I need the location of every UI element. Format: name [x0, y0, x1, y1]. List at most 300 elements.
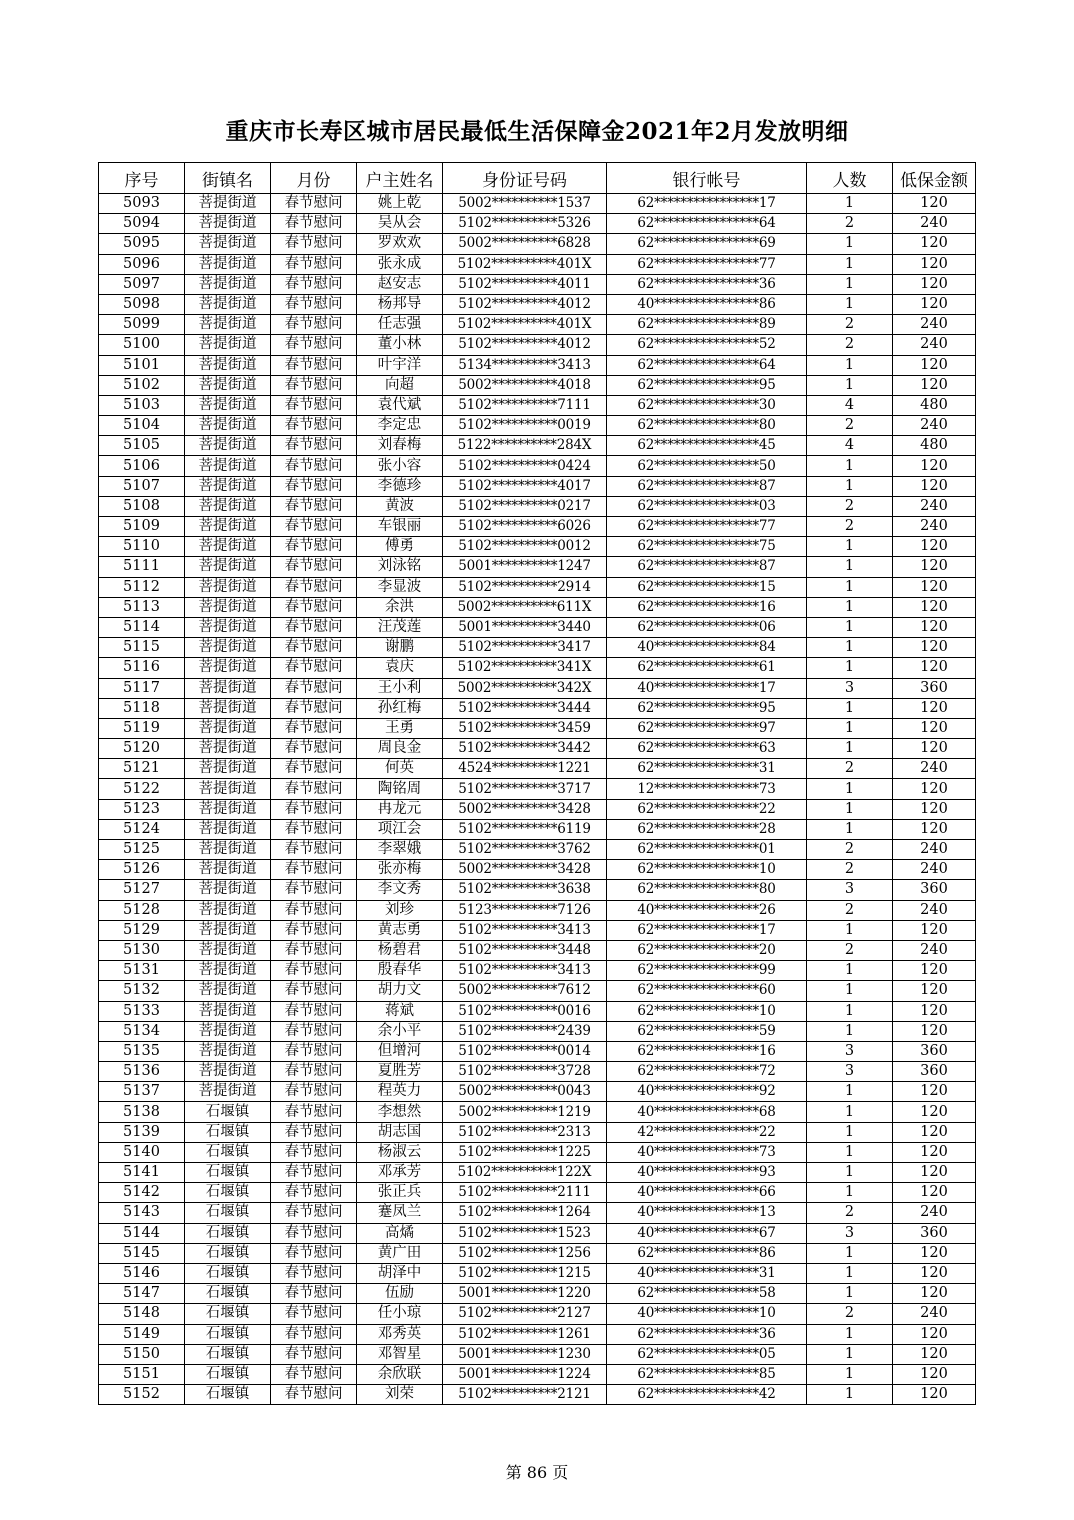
- table-row: [99, 1163, 976, 1183]
- cell-index: 5125: [99, 840, 185, 860]
- cell-month: 春节慰问: [271, 557, 357, 577]
- cell-bank-account: 62****************28: [607, 819, 807, 839]
- cell-id-number: 5102**********0019: [443, 416, 607, 436]
- cell-street: 菩提街道: [185, 638, 271, 658]
- cell-householder: 孙红梅: [357, 698, 443, 718]
- cell-householder: 胡泽中: [357, 1263, 443, 1283]
- cell-amount: 120: [893, 698, 976, 718]
- cell-street: 菩提街道: [185, 1041, 271, 1061]
- cell-householder: 邓智星: [357, 1344, 443, 1364]
- cell-id-number: 5102**********1256: [443, 1243, 607, 1263]
- cell-month: 春节慰问: [271, 920, 357, 940]
- cell-householder: 杨邦导: [357, 294, 443, 314]
- cell-month: 春节慰问: [271, 759, 357, 779]
- table-row: [99, 1142, 976, 1162]
- cell-householder: 吴从会: [357, 214, 443, 234]
- cell-householder: 邓秀英: [357, 1324, 443, 1344]
- cell-bank-account: 40****************13: [607, 1203, 807, 1223]
- cell-month: 春节慰问: [271, 436, 357, 456]
- cell-bank-account: 62****************75: [607, 537, 807, 557]
- cell-people-count: 3: [807, 1062, 893, 1082]
- cell-householder: 罗欢欢: [357, 234, 443, 254]
- cell-index: 5118: [99, 698, 185, 718]
- cell-amount: 480: [893, 436, 976, 456]
- table-row: [99, 214, 976, 234]
- cell-month: 春节慰问: [271, 416, 357, 436]
- cell-id-number: 5001**********1247: [443, 557, 607, 577]
- cell-index: 5121: [99, 759, 185, 779]
- cell-people-count: 1: [807, 537, 893, 557]
- cell-street: 菩提街道: [185, 1021, 271, 1041]
- cell-amount: 120: [893, 1364, 976, 1384]
- cell-amount: 360: [893, 678, 976, 698]
- table-row: [99, 1183, 976, 1203]
- cell-index: 5139: [99, 1122, 185, 1142]
- cell-id-number: 5102**********3413: [443, 961, 607, 981]
- cell-street: 菩提街道: [185, 819, 271, 839]
- cell-amount: 240: [893, 1203, 976, 1223]
- cell-bank-account: 62****************61: [607, 658, 807, 678]
- cell-amount: 240: [893, 840, 976, 860]
- cell-id-number: 5001**********1230: [443, 1344, 607, 1364]
- cell-householder: 黄波: [357, 496, 443, 516]
- cell-month: 春节慰问: [271, 517, 357, 537]
- cell-id-number: 5002**********6828: [443, 234, 607, 254]
- cell-amount: 120: [893, 557, 976, 577]
- table-row: [99, 860, 976, 880]
- cell-id-number: 5102**********0012: [443, 537, 607, 557]
- cell-street: 菩提街道: [185, 799, 271, 819]
- cell-people-count: 1: [807, 476, 893, 496]
- cell-month: 春节慰问: [271, 1102, 357, 1122]
- cell-amount: 120: [893, 1263, 976, 1283]
- cell-month: 春节慰问: [271, 678, 357, 698]
- cell-people-count: 2: [807, 335, 893, 355]
- cell-id-number: 5102**********3459: [443, 718, 607, 738]
- cell-amount: 120: [893, 658, 976, 678]
- cell-amount: 120: [893, 799, 976, 819]
- cell-index: 5144: [99, 1223, 185, 1243]
- cell-index: 5117: [99, 678, 185, 698]
- cell-id-number: 5002**********611X: [443, 597, 607, 617]
- cell-amount: 240: [893, 335, 976, 355]
- cell-householder: 张永成: [357, 254, 443, 274]
- cell-id-number: 5102**********2121: [443, 1385, 607, 1405]
- cell-index: 5143: [99, 1203, 185, 1223]
- cell-index: 5095: [99, 234, 185, 254]
- cell-street: 菩提街道: [185, 436, 271, 456]
- cell-bank-account: 62****************97: [607, 718, 807, 738]
- cell-people-count: 1: [807, 981, 893, 1001]
- cell-month: 春节慰问: [271, 315, 357, 335]
- cell-people-count: 1: [807, 1021, 893, 1041]
- cell-month: 春节慰问: [271, 617, 357, 637]
- cell-month: 春节慰问: [271, 1041, 357, 1061]
- cell-people-count: 1: [807, 739, 893, 759]
- cell-amount: 240: [893, 214, 976, 234]
- cell-street: 石堰镇: [185, 1122, 271, 1142]
- cell-bank-account: 62****************45: [607, 436, 807, 456]
- cell-people-count: 1: [807, 819, 893, 839]
- cell-people-count: 3: [807, 1223, 893, 1243]
- cell-street: 菩提街道: [185, 617, 271, 637]
- cell-id-number: 5102**********0014: [443, 1041, 607, 1061]
- cell-amount: 360: [893, 1223, 976, 1243]
- cell-people-count: 2: [807, 1304, 893, 1324]
- cell-id-number: 5002**********7612: [443, 981, 607, 1001]
- cell-street: 菩提街道: [185, 537, 271, 557]
- cell-amount: 120: [893, 961, 976, 981]
- cell-amount: 120: [893, 1243, 976, 1263]
- cell-people-count: 2: [807, 759, 893, 779]
- cell-amount: 120: [893, 638, 976, 658]
- cell-householder: 黄广田: [357, 1243, 443, 1263]
- cell-id-number: 5102**********1264: [443, 1203, 607, 1223]
- cell-index: 5134: [99, 1021, 185, 1041]
- cell-street: 菩提街道: [185, 961, 271, 981]
- cell-id-number: 5102**********2439: [443, 1021, 607, 1041]
- table-row: [99, 840, 976, 860]
- cell-householder: 胡志国: [357, 1122, 443, 1142]
- cell-street: 石堰镇: [185, 1263, 271, 1283]
- cell-people-count: 1: [807, 1102, 893, 1122]
- cell-people-count: 2: [807, 214, 893, 234]
- table-row: [99, 658, 976, 678]
- table-row: [99, 294, 976, 314]
- header-people-count: 人数: [807, 163, 893, 194]
- page-title: 重庆市长寿区城市居民最低生活保障金2021年2月发放明细: [225, 118, 849, 145]
- cell-street: 菩提街道: [185, 476, 271, 496]
- cell-people-count: 2: [807, 860, 893, 880]
- cell-street: 石堰镇: [185, 1385, 271, 1405]
- cell-index: 5141: [99, 1163, 185, 1183]
- cell-amount: 120: [893, 1142, 976, 1162]
- cell-people-count: 2: [807, 1203, 893, 1223]
- table-row: [99, 456, 976, 476]
- cell-householder: 陶铭周: [357, 779, 443, 799]
- cell-bank-account: 62****************69: [607, 234, 807, 254]
- cell-householder: 黄志勇: [357, 920, 443, 940]
- cell-householder: 夏胜芳: [357, 1062, 443, 1082]
- cell-householder: 余欣联: [357, 1364, 443, 1384]
- cell-people-count: 2: [807, 517, 893, 537]
- cell-street: 菩提街道: [185, 395, 271, 415]
- cell-amount: 360: [893, 880, 976, 900]
- cell-id-number: 5002**********342X: [443, 678, 607, 698]
- cell-bank-account: 62****************80: [607, 416, 807, 436]
- cell-month: 春节慰问: [271, 1263, 357, 1283]
- cell-bank-account: 62****************89: [607, 315, 807, 335]
- cell-month: 春节慰问: [271, 981, 357, 1001]
- cell-amount: 120: [893, 294, 976, 314]
- cell-month: 春节慰问: [271, 1364, 357, 1384]
- cell-amount: 120: [893, 739, 976, 759]
- table-row: [99, 920, 976, 940]
- cell-amount: 240: [893, 496, 976, 516]
- table-row: [99, 940, 976, 960]
- cell-people-count: 1: [807, 698, 893, 718]
- cell-index: 5116: [99, 658, 185, 678]
- table-row: [99, 1284, 976, 1304]
- cell-householder: 李文秀: [357, 880, 443, 900]
- cell-amount: 120: [893, 981, 976, 1001]
- cell-bank-account: 62****************10: [607, 860, 807, 880]
- table-row: [99, 1122, 976, 1142]
- cell-amount: 240: [893, 1304, 976, 1324]
- cell-street: 石堰镇: [185, 1183, 271, 1203]
- header-bank-account: 银行帐号: [607, 163, 807, 194]
- cell-index: 5123: [99, 799, 185, 819]
- cell-index: 5113: [99, 597, 185, 617]
- table-row: [99, 739, 976, 759]
- page-number: 第 86 页: [505, 1463, 569, 1482]
- cell-bank-account: 62****************36: [607, 274, 807, 294]
- cell-householder: 杨淑云: [357, 1142, 443, 1162]
- cell-householder: 冉龙元: [357, 799, 443, 819]
- cell-people-count: 2: [807, 940, 893, 960]
- cell-bank-account: 62****************60: [607, 981, 807, 1001]
- table-row: [99, 819, 976, 839]
- cell-id-number: 5102**********1225: [443, 1142, 607, 1162]
- cell-street: 菩提街道: [185, 1082, 271, 1102]
- cell-bank-account: 62****************87: [607, 557, 807, 577]
- cell-month: 春节慰问: [271, 1082, 357, 1102]
- cell-bank-account: 62****************22: [607, 799, 807, 819]
- cell-month: 春节慰问: [271, 476, 357, 496]
- cell-bank-account: 40****************68: [607, 1102, 807, 1122]
- cell-street: 菩提街道: [185, 456, 271, 476]
- cell-id-number: 5102**********341X: [443, 658, 607, 678]
- cell-bank-account: 62****************05: [607, 1344, 807, 1364]
- cell-householder: 李想然: [357, 1102, 443, 1122]
- cell-householder: 李德珍: [357, 476, 443, 496]
- cell-street: 菩提街道: [185, 234, 271, 254]
- cell-householder: 姚上乾: [357, 194, 443, 214]
- cell-id-number: 5134**********3413: [443, 355, 607, 375]
- cell-id-number: 5102**********3442: [443, 739, 607, 759]
- cell-street: 石堰镇: [185, 1304, 271, 1324]
- cell-bank-account: 40****************92: [607, 1082, 807, 1102]
- cell-index: 5115: [99, 638, 185, 658]
- cell-street: 菩提街道: [185, 779, 271, 799]
- cell-month: 春节慰问: [271, 1122, 357, 1142]
- cell-id-number: 5102**********3448: [443, 940, 607, 960]
- cell-people-count: 1: [807, 1344, 893, 1364]
- cell-month: 春节慰问: [271, 940, 357, 960]
- cell-people-count: 1: [807, 1122, 893, 1142]
- cell-amount: 120: [893, 375, 976, 395]
- cell-householder: 王勇: [357, 718, 443, 738]
- table-row: [99, 436, 976, 456]
- cell-street: 菩提街道: [185, 375, 271, 395]
- cell-id-number: 5102**********0217: [443, 496, 607, 516]
- cell-street: 石堰镇: [185, 1102, 271, 1122]
- cell-amount: 120: [893, 476, 976, 496]
- cell-month: 春节慰问: [271, 880, 357, 900]
- cell-street: 石堰镇: [185, 1163, 271, 1183]
- cell-people-count: 1: [807, 617, 893, 637]
- cell-people-count: 2: [807, 840, 893, 860]
- cell-month: 春节慰问: [271, 779, 357, 799]
- cell-index: 5148: [99, 1304, 185, 1324]
- cell-month: 春节慰问: [271, 1223, 357, 1243]
- cell-index: 5103: [99, 395, 185, 415]
- cell-householder: 刘荣: [357, 1385, 443, 1405]
- table-row: [99, 1041, 976, 1061]
- cell-street: 石堰镇: [185, 1284, 271, 1304]
- header-month: 月份: [271, 163, 357, 194]
- cell-bank-account: 40****************10: [607, 1304, 807, 1324]
- cell-amount: 120: [893, 1324, 976, 1344]
- cell-bank-account: 62****************30: [607, 395, 807, 415]
- table-row: [99, 1243, 976, 1263]
- cell-bank-account: 12****************73: [607, 779, 807, 799]
- cell-month: 春节慰问: [271, 1163, 357, 1183]
- cell-index: 5122: [99, 779, 185, 799]
- cell-id-number: 5102**********4012: [443, 335, 607, 355]
- cell-bank-account: 62****************42: [607, 1385, 807, 1405]
- cell-month: 春节慰问: [271, 254, 357, 274]
- cell-amount: 120: [893, 234, 976, 254]
- cell-id-number: 5002**********3428: [443, 799, 607, 819]
- table-row: [99, 718, 976, 738]
- cell-householder: 刘春梅: [357, 436, 443, 456]
- cell-street: 菩提街道: [185, 698, 271, 718]
- cell-month: 春节慰问: [271, 496, 357, 516]
- table-row: [99, 577, 976, 597]
- cell-street: 菩提街道: [185, 759, 271, 779]
- cell-id-number: 5002**********3428: [443, 860, 607, 880]
- cell-people-count: 1: [807, 1243, 893, 1263]
- cell-month: 春节慰问: [271, 577, 357, 597]
- cell-month: 春节慰问: [271, 840, 357, 860]
- table-row: [99, 678, 976, 698]
- cell-month: 春节慰问: [271, 395, 357, 415]
- cell-amount: 120: [893, 617, 976, 637]
- cell-street: 菩提街道: [185, 840, 271, 860]
- cell-householder: 何英: [357, 759, 443, 779]
- cell-people-count: 1: [807, 1142, 893, 1162]
- cell-month: 春节慰问: [271, 294, 357, 314]
- cell-bank-account: 62****************72: [607, 1062, 807, 1082]
- cell-people-count: 4: [807, 395, 893, 415]
- cell-householder: 张小容: [357, 456, 443, 476]
- cell-people-count: 1: [807, 718, 893, 738]
- cell-bank-account: 62****************50: [607, 456, 807, 476]
- cell-bank-account: 40****************84: [607, 638, 807, 658]
- cell-householder: 程英力: [357, 1082, 443, 1102]
- cell-index: 5133: [99, 1001, 185, 1021]
- cell-street: 菩提街道: [185, 739, 271, 759]
- cell-street: 菩提街道: [185, 315, 271, 335]
- table-row: [99, 617, 976, 637]
- cell-street: 石堰镇: [185, 1243, 271, 1263]
- cell-amount: 120: [893, 1344, 976, 1364]
- cell-index: 5146: [99, 1263, 185, 1283]
- cell-bank-account: 62****************31: [607, 759, 807, 779]
- cell-id-number: 5122**********284X: [443, 436, 607, 456]
- cell-amount: 120: [893, 779, 976, 799]
- cell-month: 春节慰问: [271, 1324, 357, 1344]
- table-row: [99, 638, 976, 658]
- cell-householder: 傅勇: [357, 537, 443, 557]
- cell-id-number: 5102**********3717: [443, 779, 607, 799]
- cell-amount: 360: [893, 1041, 976, 1061]
- cell-month: 春节慰问: [271, 214, 357, 234]
- table-row: [99, 416, 976, 436]
- cell-id-number: 5001**********1220: [443, 1284, 607, 1304]
- table-row: [99, 880, 976, 900]
- table-row: [99, 476, 976, 496]
- cell-month: 春节慰问: [271, 1385, 357, 1405]
- cell-id-number: 5102**********4017: [443, 476, 607, 496]
- table-row: [99, 517, 976, 537]
- cell-id-number: 5102**********0016: [443, 1001, 607, 1021]
- cell-id-number: 5001**********3440: [443, 617, 607, 637]
- cell-householder: 袁代斌: [357, 395, 443, 415]
- cell-month: 春节慰问: [271, 335, 357, 355]
- cell-amount: 120: [893, 1122, 976, 1142]
- cell-people-count: 1: [807, 194, 893, 214]
- cell-amount: 120: [893, 1163, 976, 1183]
- cell-street: 菩提街道: [185, 355, 271, 375]
- cell-householder: 余小平: [357, 1021, 443, 1041]
- cell-street: 菩提街道: [185, 1062, 271, 1082]
- cell-id-number: 5102**********3444: [443, 698, 607, 718]
- cell-id-number: 5102**********122X: [443, 1163, 607, 1183]
- cell-people-count: 1: [807, 375, 893, 395]
- cell-people-count: 1: [807, 1385, 893, 1405]
- cell-index: 5120: [99, 739, 185, 759]
- cell-people-count: 3: [807, 678, 893, 698]
- cell-month: 春节慰问: [271, 375, 357, 395]
- cell-householder: 胡力文: [357, 981, 443, 1001]
- cell-street: 菩提街道: [185, 254, 271, 274]
- cell-bank-account: 40****************26: [607, 900, 807, 920]
- cell-bank-account: 40****************86: [607, 294, 807, 314]
- table-row: [99, 1324, 976, 1344]
- cell-amount: 480: [893, 395, 976, 415]
- cell-month: 春节慰问: [271, 698, 357, 718]
- cell-householder: 赵安志: [357, 274, 443, 294]
- table-row: [99, 1062, 976, 1082]
- cell-month: 春节慰问: [271, 1203, 357, 1223]
- cell-bank-account: 62****************15: [607, 577, 807, 597]
- cell-bank-account: 62****************77: [607, 517, 807, 537]
- cell-street: 菩提街道: [185, 880, 271, 900]
- table-row: [99, 355, 976, 375]
- cell-index: 5140: [99, 1142, 185, 1162]
- cell-month: 春节慰问: [271, 860, 357, 880]
- table-row: [99, 395, 976, 415]
- cell-amount: 120: [893, 920, 976, 940]
- table-row: [99, 1082, 976, 1102]
- cell-month: 春节慰问: [271, 718, 357, 738]
- cell-householder: 任小琼: [357, 1304, 443, 1324]
- cell-index: 5109: [99, 517, 185, 537]
- cell-householder: 袁庆: [357, 658, 443, 678]
- cell-amount: 120: [893, 597, 976, 617]
- cell-householder: 周良金: [357, 739, 443, 759]
- table-row: [99, 335, 976, 355]
- cell-id-number: 5102**********401X: [443, 315, 607, 335]
- cell-street: 菩提街道: [185, 214, 271, 234]
- cell-amount: 120: [893, 537, 976, 557]
- cell-index: 5145: [99, 1243, 185, 1263]
- cell-householder: 李定忠: [357, 416, 443, 436]
- cell-bank-account: 62****************86: [607, 1243, 807, 1263]
- cell-street: 菩提街道: [185, 597, 271, 617]
